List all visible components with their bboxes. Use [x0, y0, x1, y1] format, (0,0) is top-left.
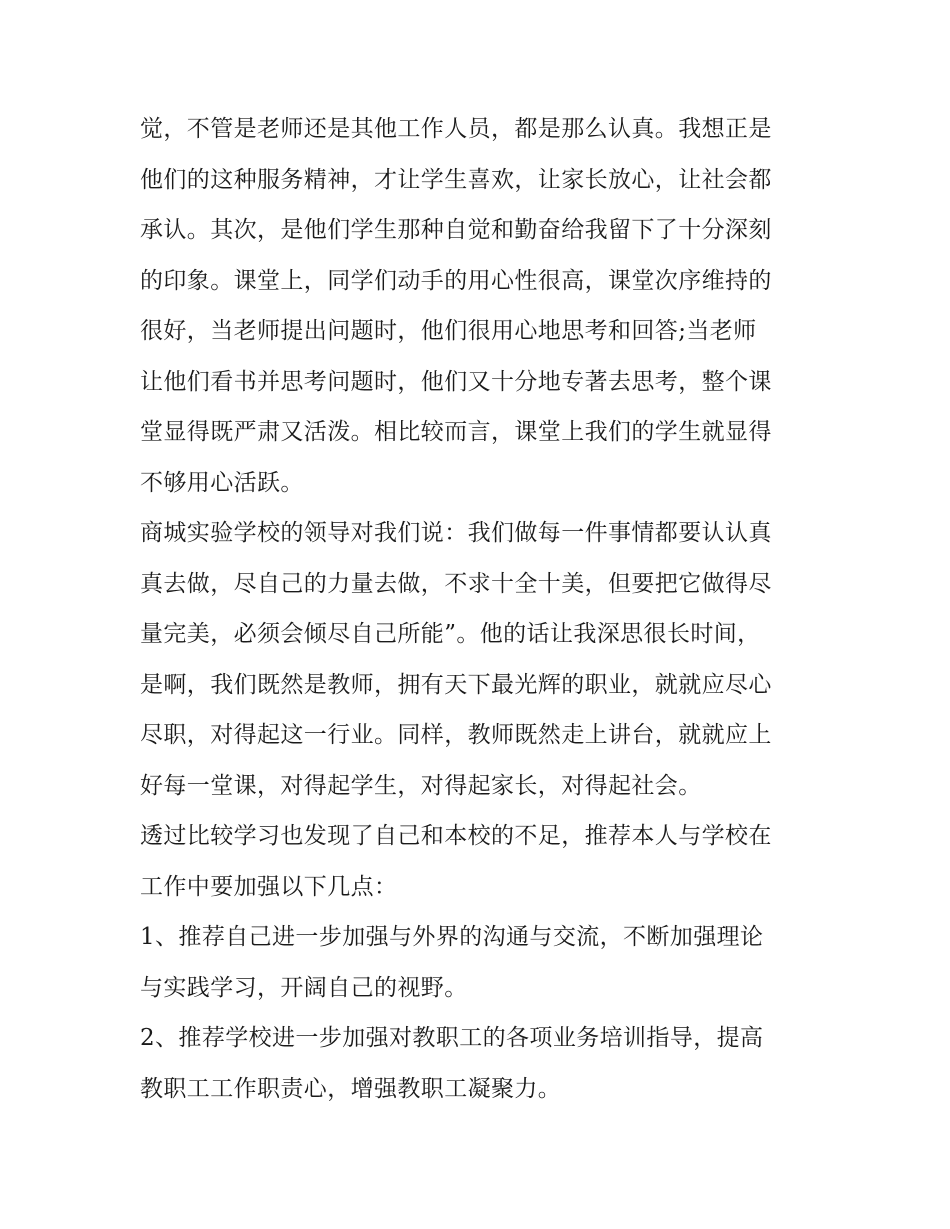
text-line: 商城实验学校的领导对我们说：我们做每一件事情都要认认真 — [140, 520, 772, 546]
list-item-1: 1、推荐自己进一步加强与外界的沟通与交流，不断加强理论 — [140, 924, 764, 950]
text-line: 觉，不管是老师还是其他工作人员，都是那么认真。我想正是 — [140, 116, 772, 142]
text-line: 尽职，对得起这一行业。同样，教师既然走上讲台，就就应上 — [140, 722, 772, 748]
body-text — [140, 104, 820, 1114]
text-line: 真去做，尽自己的力量去做，不求十全十美，但要把它做得尽 — [140, 570, 772, 597]
text-line: 承认。其次，是他们学生那种自觉和勤奋给我留下了十分深刻 — [140, 217, 772, 243]
text-line: 教职工工作职责心，增强教职工凝聚力。 — [140, 1075, 562, 1102]
text-line: 透过比较学习也发现了自己和本校的不足，推荐本人与学校在 — [140, 823, 772, 849]
text-line: 是啊，我们既然是教师，拥有天下最光辉的职业，就就应尽心 — [140, 671, 772, 698]
text-line: 量完美，必须会倾尽自己所能”。他的话让我深思很长时间， — [140, 621, 761, 647]
text-line: 好每一堂课，对得起学生，对得起家长，对得起社会。 — [140, 772, 702, 799]
list-item-2: 2、推荐学校进一步加强对教职工的各项业务培训指导，提高 — [140, 1025, 764, 1051]
text-line: 他们的这种服务精神，才让学生喜欢，让家长放心，让社会都 — [140, 166, 772, 193]
text-line: 不够用心活跃。 — [140, 469, 304, 496]
text-line: 工作中要加强以下几点： — [140, 873, 398, 900]
text-line: 堂显得既严肃又活泼。相比较而言，课堂上我们的学生就显得 — [140, 419, 772, 445]
text-line: 很好，当老师提出问题时，他们很用心地思考和回答;当老师 — [140, 318, 757, 344]
text-line: 让他们看书并思考问题时，他们又十分地专著去思考，整个课 — [140, 368, 772, 395]
text-line: 与实践学习，开阔自己的视野。 — [140, 974, 468, 1001]
text-line: 的印象。课堂上，同学们动手的用心性很高，课堂次序维持的 — [140, 267, 772, 294]
